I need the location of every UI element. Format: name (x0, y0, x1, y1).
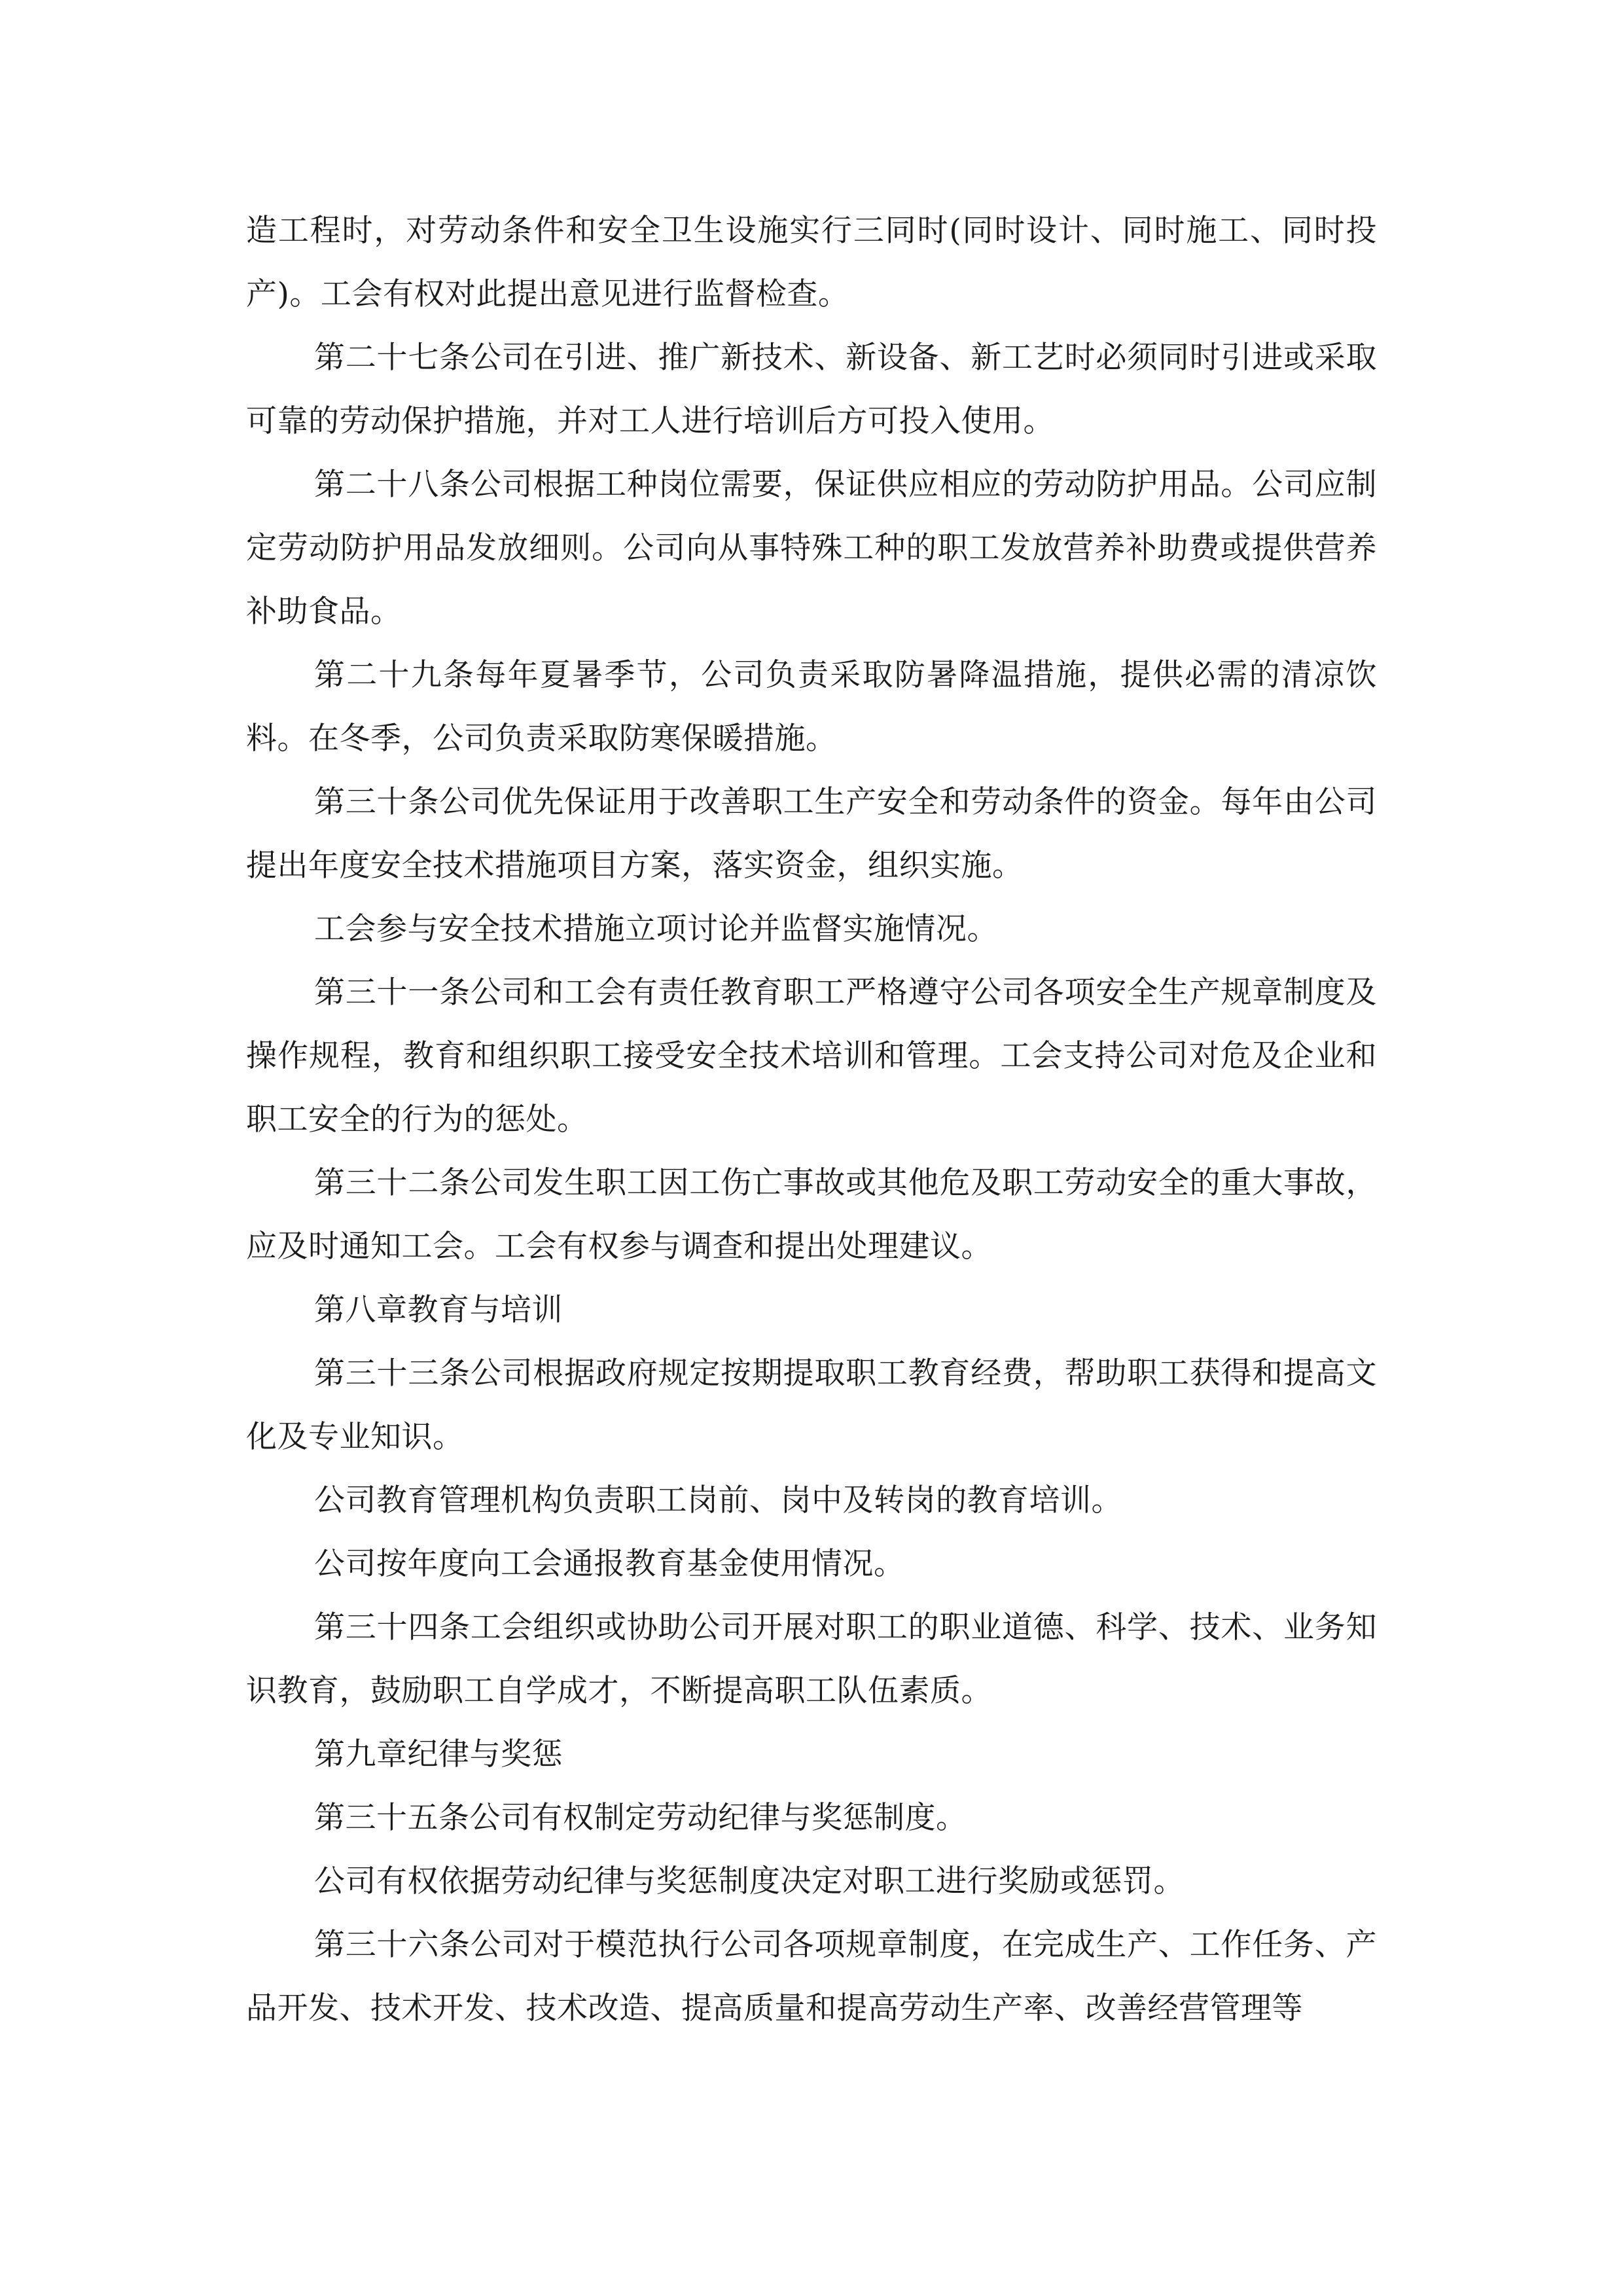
article-28: 第二十八条公司根据工种岗位需要，保证供应相应的劳动防护用品。公司应制定劳动防护用品发放细则。公司向从事特殊工种的职工发放营养补助费或提供营养补助食品。 (246, 467, 1377, 630)
chapter-8-heading: 第八章教育与培训 (314, 1292, 563, 1328)
paragraph-education-fund-report: 公司按年度向工会通报教育基金使用情况。 (314, 1546, 905, 1582)
article-27: 第二十七条公司在引进、推广新技术、新设备、新工艺时必须同时引进或采取可靠的劳动保护措施，并对工人进行培训后方可投入使用。 (246, 340, 1377, 439)
article-32: 第三十二条公司发生职工因工伤亡事故或其他危及职工劳动安全的重大事故，应及时通知工会。工会有权参与调查和提出处理建议。 (246, 1165, 1377, 1265)
article-30: 第三十条公司优先保证用于改善职工生产安全和劳动条件的资金。每年由公司提出年度安全技术措施项目方案，落实资金，组织实施。 (246, 784, 1377, 884)
article-31: 第三十一条公司和工会有责任教育职工严格遵守公司各项安全生产规章制度及操作规程，教育和组织职工接受安全技术培训和管理。工会支持公司对危及企业和职工安全的行为的惩处。 (246, 975, 1377, 1138)
article-29: 第二十九条每年夏暑季节，公司负责采取防暑降温措施，提供必需的清凉饮料。在冬季，公司负责采取防寒保暖措施。 (246, 657, 1377, 757)
paragraph-union-participation: 工会参与安全技术措施立项讨论并监督实施情况。 (314, 911, 998, 947)
paragraph-continued: 造工程时，对劳动条件和安全卫生设施实行三同时(同时设计、同时施工、同时投产)。工会有权对此提出意见进行监督检查。 (246, 213, 1377, 312)
chapter-9-heading: 第九章纪律与奖惩 (314, 1736, 563, 1772)
article-35: 第三十五条公司有权制定劳动纪律与奖惩制度。 (314, 1800, 967, 1836)
paragraph-education-management: 公司教育管理机构负责职工岗前、岗中及转岗的教育培训。 (314, 1482, 1122, 1518)
article-36: 第三十六条公司对于模范执行公司各项规章制度，在完成生产、工作任务、产品开发、技术开发、技术改造、提高质量和提高劳动生产率、改善经营管理等 (246, 1927, 1377, 2026)
paragraph-rewards-penalties: 公司有权依据劳动纪律与奖惩制度决定对职工进行奖励或惩罚。 (314, 1863, 1185, 1899)
article-34: 第三十四条工会组织或协助公司开展对职工的职业道德、科学、技术、业务知识教育，鼓励职工自学成才，不断提高职工队伍素质。 (246, 1609, 1377, 1709)
article-33: 第三十三条公司根据政府规定按期提取职工教育经费，帮助职工获得和提高文化及专业知识。 (246, 1355, 1377, 1455)
